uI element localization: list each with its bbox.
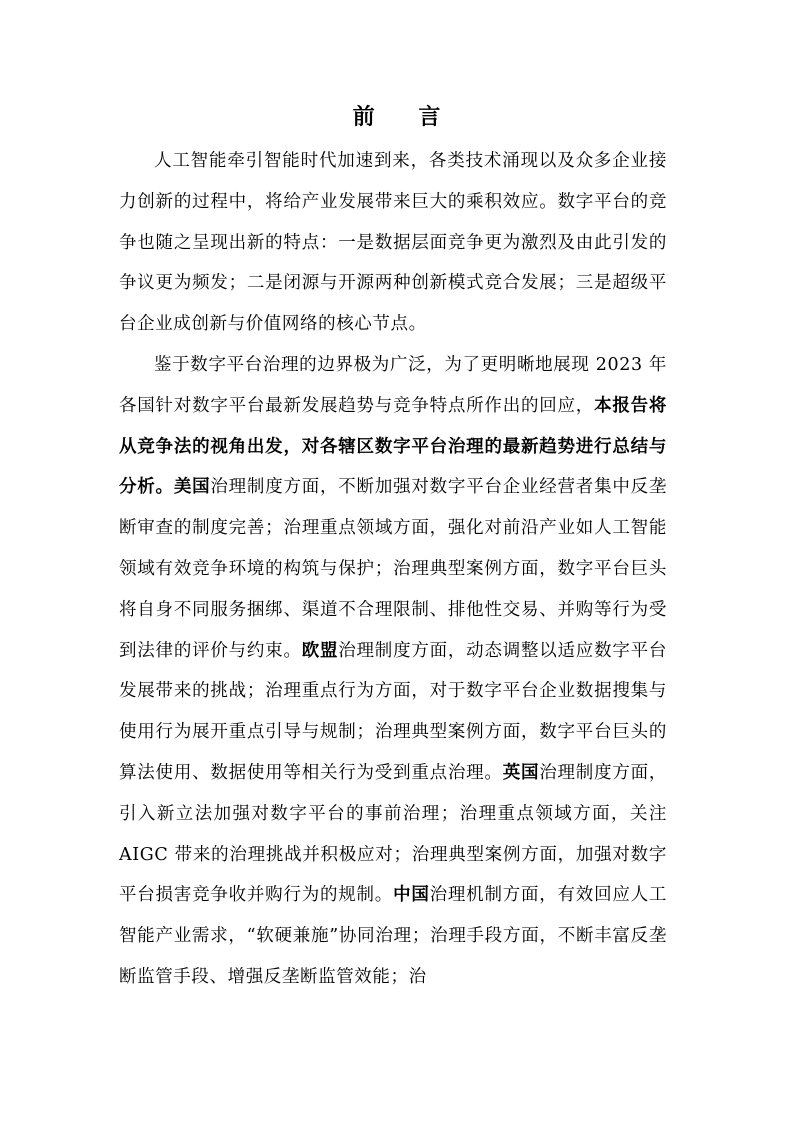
page-title: 前 言 [352, 104, 459, 130]
jurisdiction-text-eu: 治理制度方面，动态调整以适应数字平台发展带来的挑战；治理重点行为方面，对于数字平台企业数据搜集与使用行为展开重点引导与规制；治理典型案例方面，数字平台巨头的算法使用、数据使用等相关行为受到重点治理。 [119, 640, 667, 783]
paragraph-2-intro: 鉴于数字平台治理的边界极为广泛，为了更明晰地展现 2023 年各国针对数字平台最新发展趋势与竞争特点所作出的回应， [119, 354, 667, 416]
jurisdiction-text-uk: 治理制度方面，引入新立法加强对数字平台的事前治理；治理重点领域方面，关注 AIGC 带来的治理挑战并积极应对；治理典型案例方面，加强对数字平台损害竞争收并购行为的规制。 [119, 762, 667, 906]
paragraph-2 [119, 345, 667, 998]
paragraph-1: 人工智能牵引智能时代加速到来，各类技术涌现以及众多企业接力创新的过程中，将给产业发展带来巨大的乘积效应。数字平台的竞争也随之呈现出新的特点：一是数据层面竞争更为激烈及由此引发的争议更为频发；二是闭源与开源两种创新模式竞合发展；三是超级平台企业成创新与价值网络的核心节点。 [119, 151, 667, 335]
jurisdiction-text-cn: 治理机制方面，有效回应人工智能产业需求，“软硬兼施”协同治理；治理手段方面，不断丰富反垄断监管手段、增强反垄断监管效能；治 [119, 885, 667, 987]
jurisdiction-text-us: 治理制度方面，不断加强对数字平台企业经营者集中反垄断审查的制度完善；治理重点领域方面，强化对前沿产业如人工智能领域有效竞争环境的构筑与保护；治理典型案例方面，数字平台巨头将自身不同服务捆绑、渠道不合理限制、排他性交易、并购等行为受到法律的评价与约束。 [119, 477, 667, 661]
jurisdiction-label-eu: 欧盟 [301, 640, 339, 661]
jurisdiction-label-cn: 中国 [393, 885, 430, 906]
jurisdiction-label-uk: 英国 [502, 762, 540, 783]
jurisdiction-label-us: 美国 [173, 477, 211, 498]
document-body [119, 141, 667, 998]
report-scope-statement: 本报告将从竞争法的视角出发，对各辖区数字平台治理的最新趋势进行总结与分析。 [119, 395, 667, 498]
